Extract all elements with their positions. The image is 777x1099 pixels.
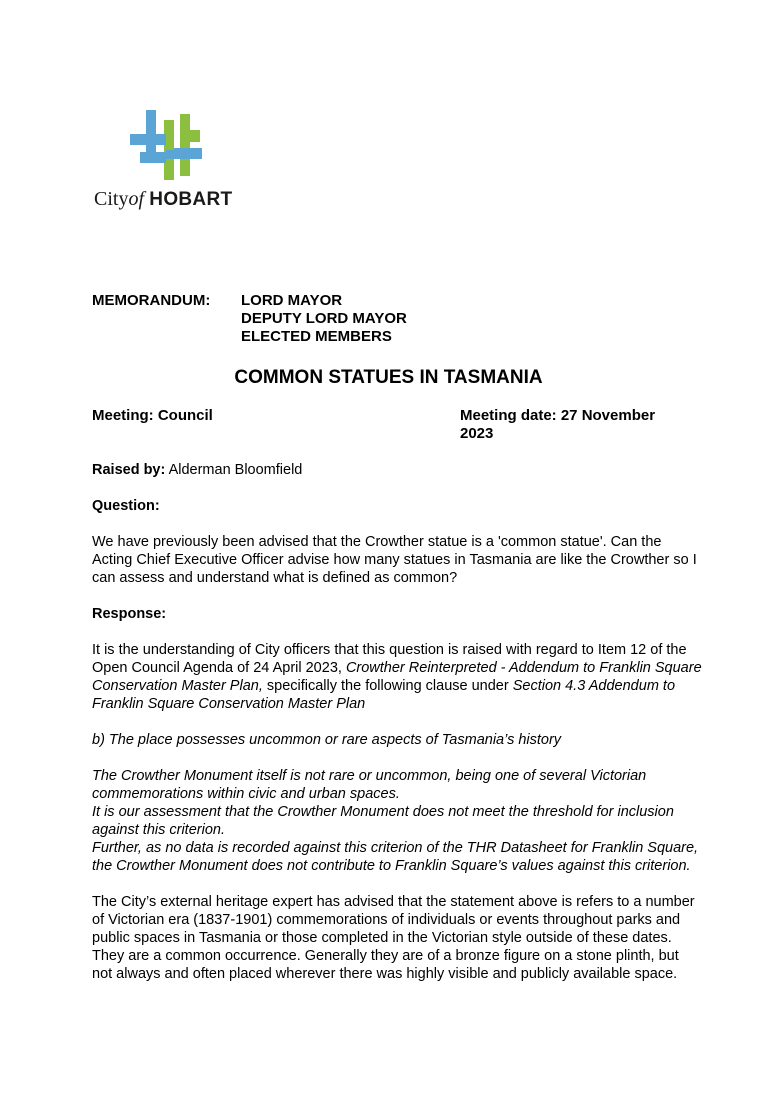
response-intro-text: It is the understanding of City officers that this question is raised with regard to Item 12 of the Open Council Agenda of 24 April 2023, [92, 642, 687, 676]
recipient: LORD MAYOR [241, 292, 343, 309]
recipient: DEPUTY LORD MAYOR [241, 310, 407, 327]
city-of-hobart-logo [94, 110, 254, 215]
city-of-hobart-wordmark [94, 188, 232, 211]
wordmark-city: City [94, 188, 129, 210]
meeting-type: Meeting: Council [92, 407, 213, 424]
question-heading: Question: [92, 498, 160, 514]
response-intro [92, 641, 702, 713]
city-of-hobart-cross-icon [130, 110, 206, 180]
quote-line: It is our assessment that the Crowther Monument does not meet the threshold for inclusion against this criterion. [92, 804, 674, 838]
raised-by [92, 461, 702, 479]
quote-line: Further, as no data is recorded against this criterion of the THR Datasheet for Franklin Square, the Crowther Monument does not contribute to Franklin Square’s values against this criterion. [92, 840, 699, 874]
expert-advice-text: The City’s external heritage expert has advised that the statement above is refers to a number of Victorian era (1837-1901) commemorations of individuals or events throughout parks and public spaces in Tasmania or those completed in the Victorian style outside of these dates. They are a common occurrence. Generally they are of a bronze figure on a stone plinth, but not always and often placed wherever there was highly visible and publicly available space. [92, 894, 695, 982]
response-intro-section-title: Section 4.3 Addendum to Franklin Square Conservation Master Plan [92, 678, 676, 712]
memo-body [92, 461, 702, 1001]
response-intro-text-2: specifically the following clause under [262, 678, 513, 694]
raised-by-value: Alderman Bloomfield [165, 462, 303, 478]
raised-by-label: Raised by: [92, 462, 166, 478]
document-title: COMMON STATUES IN TASMANIA [234, 367, 543, 388]
criterion-clause: b) The place possesses uncommon or rare aspects of Tasmania’s history [92, 732, 562, 748]
memorandum-label: MEMORANDUM: [92, 292, 211, 309]
quote-line: The Crowther Monument itself is not rare or uncommon, being one of several Victorian commemorations within civic and urban spaces. [92, 768, 647, 802]
memorandum-recipients [241, 292, 491, 346]
recipient: ELECTED MEMBERS [241, 328, 392, 345]
wordmark-hobart: HOBART [149, 189, 233, 210]
meeting-date: Meeting date: 27 November 2023 [460, 407, 656, 442]
response-intro-document-title: Crowther Reinterpreted - Addendum to Franklin Square Conservation Master Plan, [92, 660, 702, 694]
wordmark-of: of [128, 188, 145, 210]
response-heading: Response: [92, 606, 167, 622]
question-text: We have previously been advised that the Crowther statue is a 'common statue'. Can the Acting Chief Executive Officer advise how many statues in Tasmania are like the Crowther so I can assess and understand what is defined as common? [92, 534, 697, 586]
